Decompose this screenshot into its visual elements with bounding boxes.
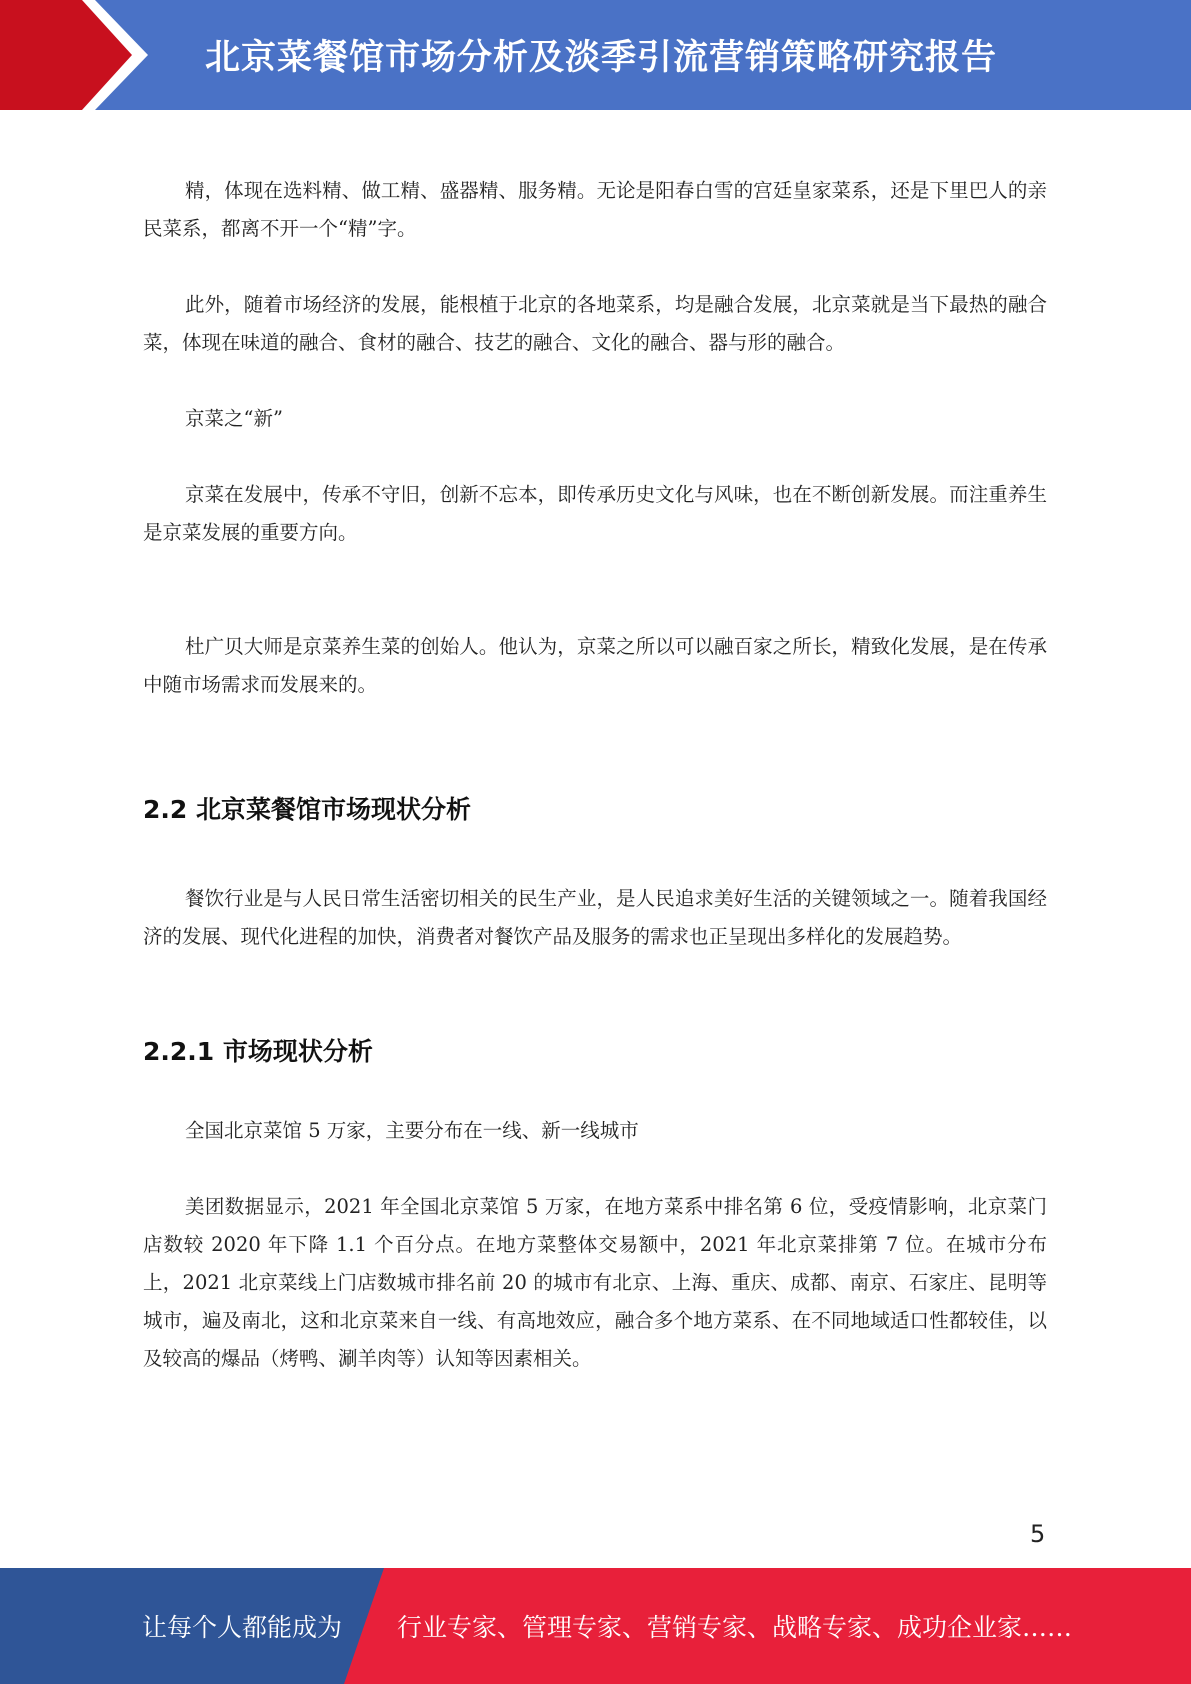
paragraph-store-count: 全国北京菜馆 5 万家，主要分布在一线、新一线城市: [185, 1119, 639, 1142]
page-number: 5: [1030, 1520, 1046, 1548]
section-heading-2-2: 2.2 北京菜餐馆市场现状分析: [143, 795, 471, 824]
section-heading-2-2-1: 2.2.1 市场现状分析: [143, 1037, 373, 1066]
paragraph-subtitle-new: 京菜之“新”: [185, 407, 283, 430]
footer-slogan-right: 行业专家、管理专家、营销专家、战略专家、成功企业家……: [397, 1613, 1073, 1642]
footer-slogan-left: 让每个人都能成为: [142, 1613, 343, 1642]
footer-banner: [0, 1568, 1191, 1684]
paragraph-fusion: 此外，随着市场经济的发展，能根植于北京的各地菜系，均是融合发展，北京菜就是当下最热的融合菜，体现在味道的融合、食材的融合、技艺的融合、文化的融合、器与形的融合。: [143, 293, 1047, 354]
paragraph-master-du: 杜广贝大师是京菜养生菜的创始人。他认为，京菜之所以可以融百家之所长，精致化发展，是在传承中随市场需求而发展来的。: [143, 635, 1047, 696]
paragraph-industry: 餐饮行业是与人民日常生活密切相关的民生产业，是人民追求美好生活的关键领域之一。随着我国经济的发展、现代化进程的加快，消费者对餐饮产品及服务的需求也正呈现出多样化的发展趋势。: [143, 887, 1047, 948]
paragraph-innovation: 京菜在发展中，传承不守旧，创新不忘本，即传承历史文化与风味，也在不断创新发展。而注重养生是京菜发展的重要方向。: [143, 483, 1047, 544]
report-title: 北京菜餐馆市场分析及淡季引流营销策略研究报告: [205, 38, 998, 78]
paragraph-meituan-data: 美团数据显示，2021 年全国北京菜馆 5 万家，在地方菜系中排名第 6 位，受疫情影响，北京菜门店数较 2020 年下降 1.1 个百分点。在地方菜整体交易额中，2021 年北京菜排第 7 位。在城市分布上，2021 北京菜线上门店数城市排名前 20 的城市有北京、上海、重庆、成都、南京、石家庄、昆明等城市，遍及南北，这和北京菜来自一线、有高地效应，融合多个地方菜系、在不同地域适口性都较佳，以及较高的爆品（烤鸭、涮羊肉等）认知等因素相关。: [143, 1195, 1047, 1370]
header-banner: [0, 0, 1191, 110]
paragraph-jing: 精，体现在选料精、做工精、盛器精、服务精。无论是阳春白雪的宫廷皇家菜系，还是下里巴人的亲民菜系，都离不开一个“精”字。: [143, 179, 1047, 240]
